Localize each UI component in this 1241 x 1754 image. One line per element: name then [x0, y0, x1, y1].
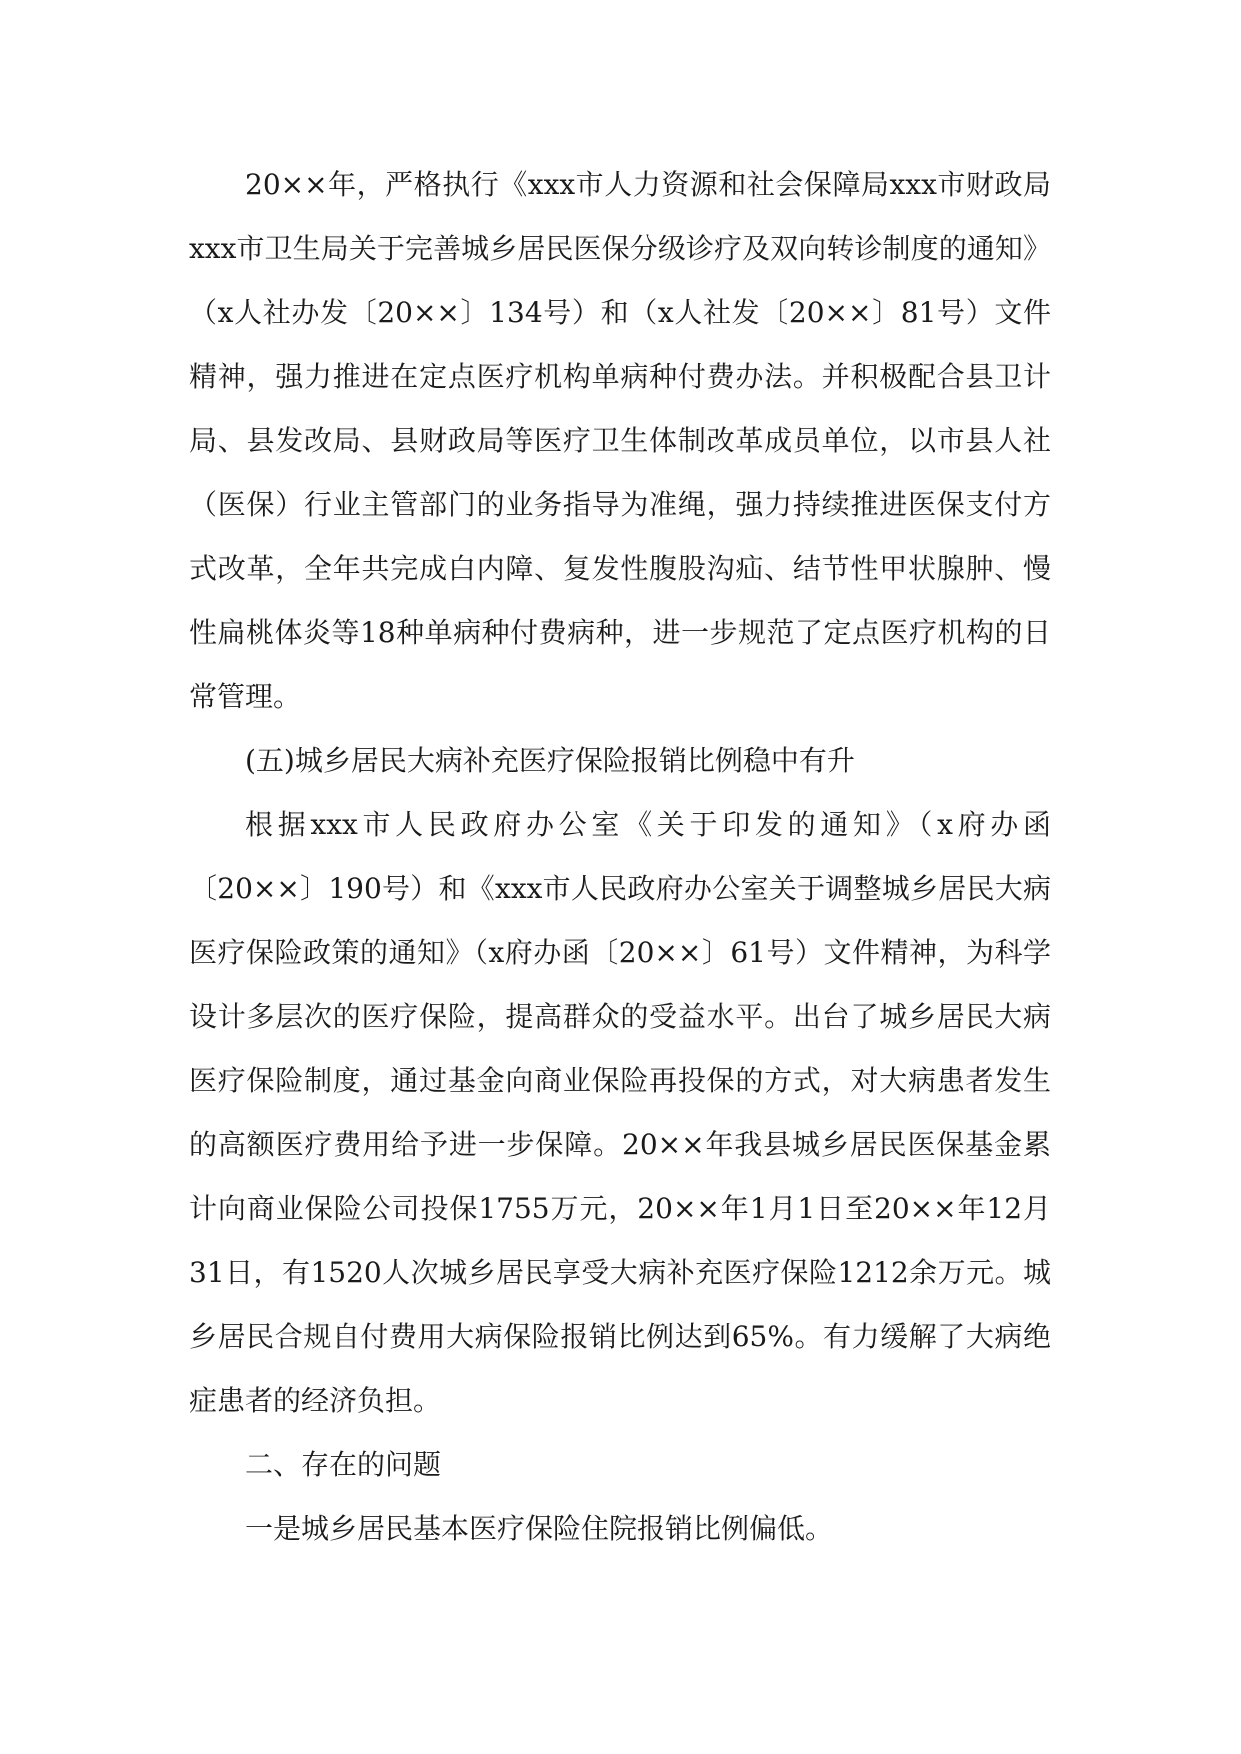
- document-body: [189, 153, 1051, 1561]
- paragraph-critical-illness-insurance: 根据xxx市人民政府办公室《关于印发的通知》（x府办函〔20××〕190号）和《xxx市人民政府办公室关于调整城乡居民大病医疗保险政策的通知》（x府办函〔20××〕61号）文件精神，为科学设计多层次的医疗保险，提高群众的受益水平。出台了城乡居民大病医疗保险制度，通过基金向商业保险再投保的方式，对大病患者发生的高额医疗费用给予进一步保障。20××年我县城乡居民医保基金累计向商业保险公司投保1755万元，20××年1月1日至20××年12月31日，有1520人次城乡居民享受大病补充医疗保险1212余万元。城乡居民合规自付费用大病保险报销比例达到65%。有力缓解了大病绝症患者的经济负担。: [189, 808, 1051, 1417]
- paragraph-single-disease-payment: 20××年，严格执行《xxx市人力资源和社会保障局xxx市财政局xxx市卫生局关于完善城乡居民医保分级诊疗及双向转诊制度的通知》（x人社办发〔20××〕134号）和（x人社发〔20××〕81号）文件精神，强力推进在定点医疗机构单病种付费办法。并积极配合县卫计局、县发改局、县财政局等医疗卫生体制改革成员单位，以市县人社（医保）行业主管部门的业务指导为准绳，强力持续推进医保支付方式改革，全年共完成白内障、复发性腹股沟疝、结节性甲状腺肿、慢性扁桃体炎等18种单病种付费病种，进一步规范了定点医疗机构的日常管理。: [189, 168, 1051, 713]
- paragraph-problem-one: 一是城乡居民基本医疗保险住院报销比例偏低。: [245, 1512, 834, 1545]
- section-heading-existing-problems: 二、存在的问题: [245, 1448, 442, 1481]
- section-heading-critical-illness-insurance: (五)城乡居民大病补充医疗保险报销比例稳中有升: [245, 744, 855, 777]
